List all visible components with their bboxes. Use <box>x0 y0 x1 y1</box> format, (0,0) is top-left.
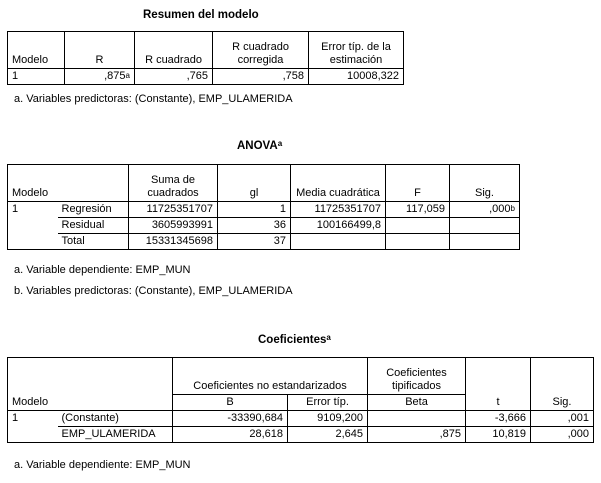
coef-header-b: B <box>173 395 288 411</box>
anova-header-modelo: Modelo <box>8 165 58 202</box>
coef-cell-sig: ,000 <box>531 427 594 443</box>
anova-cell-media: 11725351707 <box>291 202 386 218</box>
anova-row-label: Regresión <box>58 202 129 218</box>
anova-cell-gl: 36 <box>218 218 291 234</box>
coef-title: Coeficientes$^a$ <box>258 333 331 346</box>
anova-cell-modelo: 1 <box>8 202 58 250</box>
coef-header-blank <box>58 358 173 411</box>
anova-cell-f <box>386 234 450 250</box>
coef-header-t: t <box>466 358 531 411</box>
anova-row-label: Residual <box>58 218 129 234</box>
coef-cell-beta <box>368 411 466 427</box>
anova-cell-gl: 37 <box>218 234 291 250</box>
coef-row-label: EMP_ULAMERIDA <box>58 427 173 443</box>
anova-cell-sig <box>450 234 520 250</box>
anova-header-f: F <box>386 165 450 202</box>
resumen-cell-r2c: ,758 <box>213 69 309 85</box>
resumen-table <box>7 31 404 85</box>
resumen-cell-r: ,875$^a$ <box>65 69 135 85</box>
resumen-header-r2c: R cuadrado corregida <box>213 32 309 69</box>
anova-note-a: a. Variable dependiente: EMP_MUN <box>14 264 191 276</box>
anova-cell-f: 117,059 <box>386 202 450 218</box>
anova-cell-suma: 15331345698 <box>129 234 218 250</box>
anova-table <box>7 164 520 250</box>
anova-title: ANOVA$^a$ <box>237 139 283 152</box>
anova-cell-media <box>291 234 386 250</box>
coef-cell-t: 10,819 <box>466 427 531 443</box>
coef-header-err: Error típ. <box>288 395 368 411</box>
resumen-header-r: R <box>65 32 135 69</box>
resumen-title: Resumen del modelo <box>143 9 259 21</box>
coef-row-label: (Constante) <box>58 411 173 427</box>
coef-header-noest: Coeficientes no estandarizados <box>173 358 368 395</box>
anova-cell-suma: 11725351707 <box>129 202 218 218</box>
anova-cell-sig: ,000$^b$ <box>450 202 520 218</box>
anova-cell-gl: 1 <box>218 202 291 218</box>
coef-cell-b: -33390,684 <box>173 411 288 427</box>
coef-header-modelo: Modelo <box>8 358 58 411</box>
resumen-cell-modelo: 1 <box>8 69 65 85</box>
coef-header-sig: Sig. <box>531 358 594 411</box>
anova-header-sig: Sig. <box>450 165 520 202</box>
resumen-header-r2: R cuadrado <box>135 32 213 69</box>
coef-note-a: a. Variable dependiente: EMP_MUN <box>14 459 191 471</box>
coef-cell-beta: ,875 <box>368 427 466 443</box>
coef-cell-modelo: 1 <box>8 411 58 443</box>
resumen-note-a: a. Variables predictoras: (Constante), EMP_ULAMERIDA <box>14 93 293 105</box>
anova-cell-suma: 3605993991 <box>129 218 218 234</box>
coef-cell-err: 2,645 <box>288 427 368 443</box>
coef-header-beta: Beta <box>368 395 466 411</box>
resumen-header-err: Error típ. de la estimación <box>309 32 404 69</box>
coef-cell-b: 28,618 <box>173 427 288 443</box>
anova-header-blank <box>58 165 129 202</box>
anova-header-media: Media cuadrática <box>291 165 386 202</box>
anova-note-b: b. Variables predictoras: (Constante), EMP_ULAMERIDA <box>14 285 293 297</box>
anova-header-suma: Suma de cuadrados <box>129 165 218 202</box>
anova-header-gl: gl <box>218 165 291 202</box>
anova-cell-f <box>386 218 450 234</box>
resumen-cell-r2: ,765 <box>135 69 213 85</box>
anova-row-label: Total <box>58 234 129 250</box>
resumen-cell-err: 10008,322 <box>309 69 404 85</box>
coef-table <box>7 357 594 443</box>
coef-cell-sig: ,001 <box>531 411 594 427</box>
resumen-header-modelo: Modelo <box>8 32 65 69</box>
coef-cell-t: -3,666 <box>466 411 531 427</box>
coef-cell-err: 9109,200 <box>288 411 368 427</box>
coef-header-tip: Coeficientes tipificados <box>368 358 466 395</box>
anova-cell-sig <box>450 218 520 234</box>
anova-cell-media: 100166499,8 <box>291 218 386 234</box>
